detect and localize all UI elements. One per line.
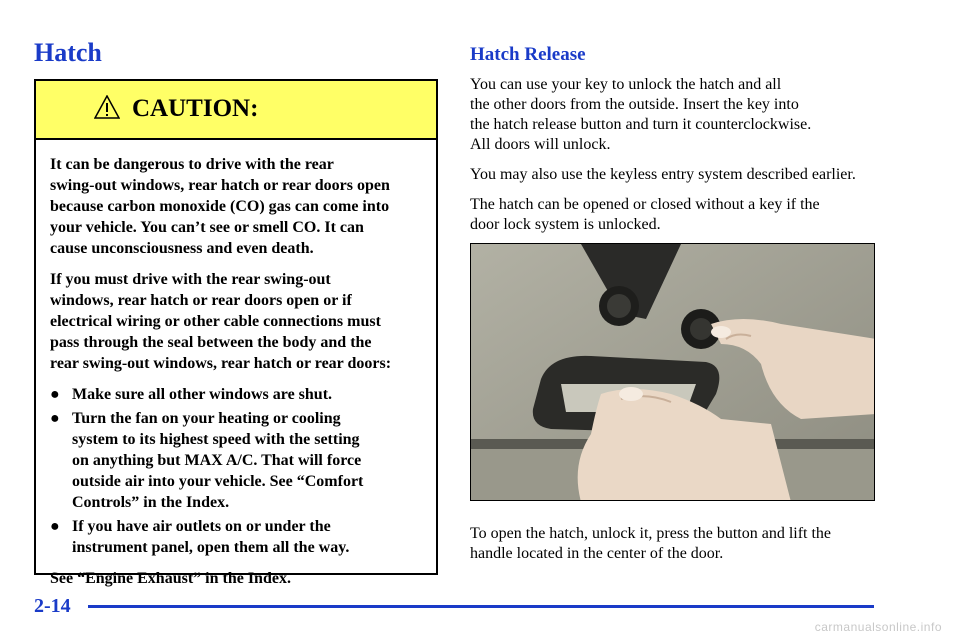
hatch-release-photo: [470, 243, 875, 501]
caution-bullet-item: [50, 384, 422, 405]
bullet-icon: ●: [50, 386, 60, 403]
photo-illustration: [471, 244, 875, 501]
bullet-icon: ●: [50, 410, 60, 427]
caution-box: [34, 79, 438, 587]
page-number: 2-14: [34, 595, 71, 617]
caution-header: [36, 81, 436, 140]
bullet-text: Make sure all other windows are shut.: [72, 386, 333, 403]
bullet-text: If you have air outlets on or under the instrument panel, open them all the way.: [72, 518, 350, 556]
bullet-icon: ●: [50, 518, 60, 535]
page-title: Hatch: [34, 38, 102, 67]
paragraph-4: To open the hatch, unlock it, press the button and lift the handle located in the center of the door.: [470, 525, 832, 562]
caution-bullet-item: [50, 408, 422, 513]
caution-paragraph-2: If you must drive with the rear swing-out windows, rear hatch or rear doors open or if electrical wiring or other cable connections must pass through the seal between the body and the rear swing-out windows, rear hatch or rear doors:: [50, 271, 392, 372]
paragraph-2: You may also use the keyless entry system described earlier.: [470, 166, 856, 183]
caution-body: [36, 140, 436, 589]
caution-paragraph-1: It can be dangerous to drive with the rear swing-out windows, rear hatch or rear doors open because carbon monoxide (CO) gas can come into your vehicle. You can’t see or smell CO. It can cause unconsciousness and even death.: [50, 156, 390, 257]
watermark: carmanualsonline.info: [814, 620, 942, 634]
caution-closing: See “Engine Exhaust” in the Index.: [50, 570, 291, 587]
paragraph-3: The hatch can be opened or closed without a key if the door lock system is unlocked.: [470, 196, 820, 233]
bullet-text: Turn the fan on your heating or cooling system to its highest speed with the setting on anything but MAX A/C. That will force outside air into your vehicle. See “Comfort Controls” in the Index.: [72, 410, 364, 511]
caution-bullet-list: [50, 384, 422, 558]
section-heading: Hatch Release: [470, 44, 586, 65]
caution-bullet-item: [50, 516, 422, 558]
section-text: [470, 75, 890, 245]
caution-label: CAUTION:: [132, 95, 259, 122]
warning-triangle-icon: [94, 95, 120, 119]
paragraph-1: You can use your key to unlock the hatch and all the other doors from the outside. Insert the key into the hatch release button and turn it counterclockwise. All doors will unlock.: [470, 76, 812, 153]
footer-rule: [88, 605, 874, 608]
